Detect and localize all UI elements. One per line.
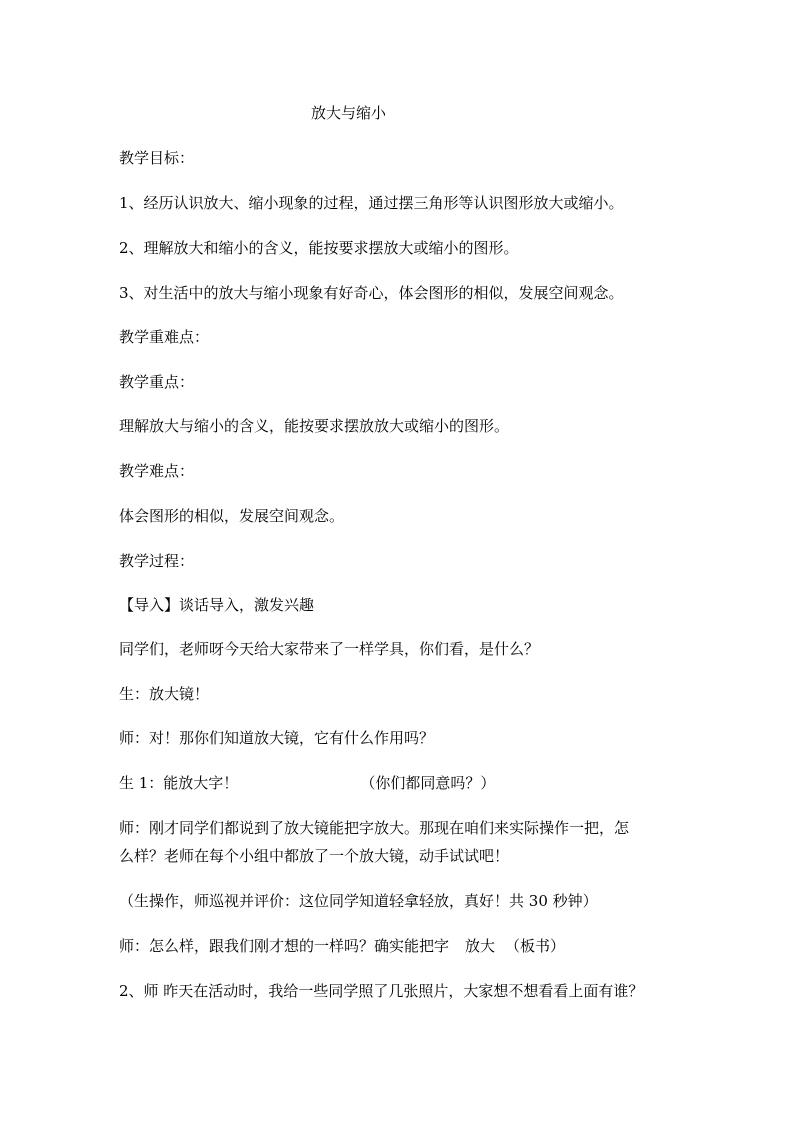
process-heading: 教学过程： xyxy=(119,552,195,570)
paragraph-4-note: （你们都同意吗？） xyxy=(360,774,496,792)
paragraph-5-line-2: 么样？老师在每个小组中都放了一个放大镜，动手试试吧！ xyxy=(119,847,510,865)
key-text: 理解放大与缩小的含义，能按要求摆放放大或缩小的图形。 xyxy=(119,417,510,435)
paragraph-6: （生操作，师巡视并评价：这位同学知道轻拿轻放，真好！共 30 秒钟） xyxy=(119,892,598,910)
paragraph-7 xyxy=(119,936,565,956)
paragraph-5-line-1: 师：刚才同学们都说到了放大镜能把字放大。那现在咱们来实际操作一把，怎 xyxy=(119,819,630,837)
key-heading: 教学重点： xyxy=(119,373,195,391)
intro-label: 【导入】 xyxy=(119,596,180,614)
paragraph-7-note: （板书） xyxy=(505,937,566,955)
difficult-heading: 教学难点： xyxy=(119,462,195,480)
objective-2: 2、理解放大和缩小的含义，能按要求摆放大或缩小的图形。 xyxy=(119,239,519,257)
paragraph-4-answer: 生 1：能放大字！ xyxy=(119,774,239,792)
paragraph-7-text: 师：怎么样，跟我们刚才想的一样吗？确实能把字 xyxy=(119,937,450,955)
paragraph-3: 师：对！那你们知道放大镜，它有什么作用吗？ xyxy=(119,729,435,747)
paragraph-4 xyxy=(119,773,495,793)
intro-text: 谈话导入，激发兴趣 xyxy=(179,596,315,614)
paragraph-8: 2、师 昨天在活动时，我给一些同学照了几张照片，大家想不想看看上面有谁？ xyxy=(119,982,644,1000)
key-difficult-heading: 教学重难点： xyxy=(119,328,210,346)
paragraph-1: 同学们，老师呀今天给大家带来了一样学具，你们看，是什么？ xyxy=(119,640,540,658)
intro-line xyxy=(119,595,314,615)
paragraph-2: 生：放大镜！ xyxy=(119,685,210,703)
document-title: 放大与缩小 xyxy=(311,104,387,122)
objective-3: 3、对生活中的放大与缩小现象有好奇心，体会图形的相似，发展空间观念。 xyxy=(119,284,624,302)
objective-1: 1、经历认识放大、缩小现象的过程，通过摆三角形等认识图形放大或缩小。 xyxy=(119,194,624,212)
paragraph-7-emphasis: 放大 xyxy=(465,937,496,955)
difficult-text: 体会图形的相似，发展空间观念。 xyxy=(119,507,345,525)
objectives-heading: 教学目标： xyxy=(119,149,195,167)
